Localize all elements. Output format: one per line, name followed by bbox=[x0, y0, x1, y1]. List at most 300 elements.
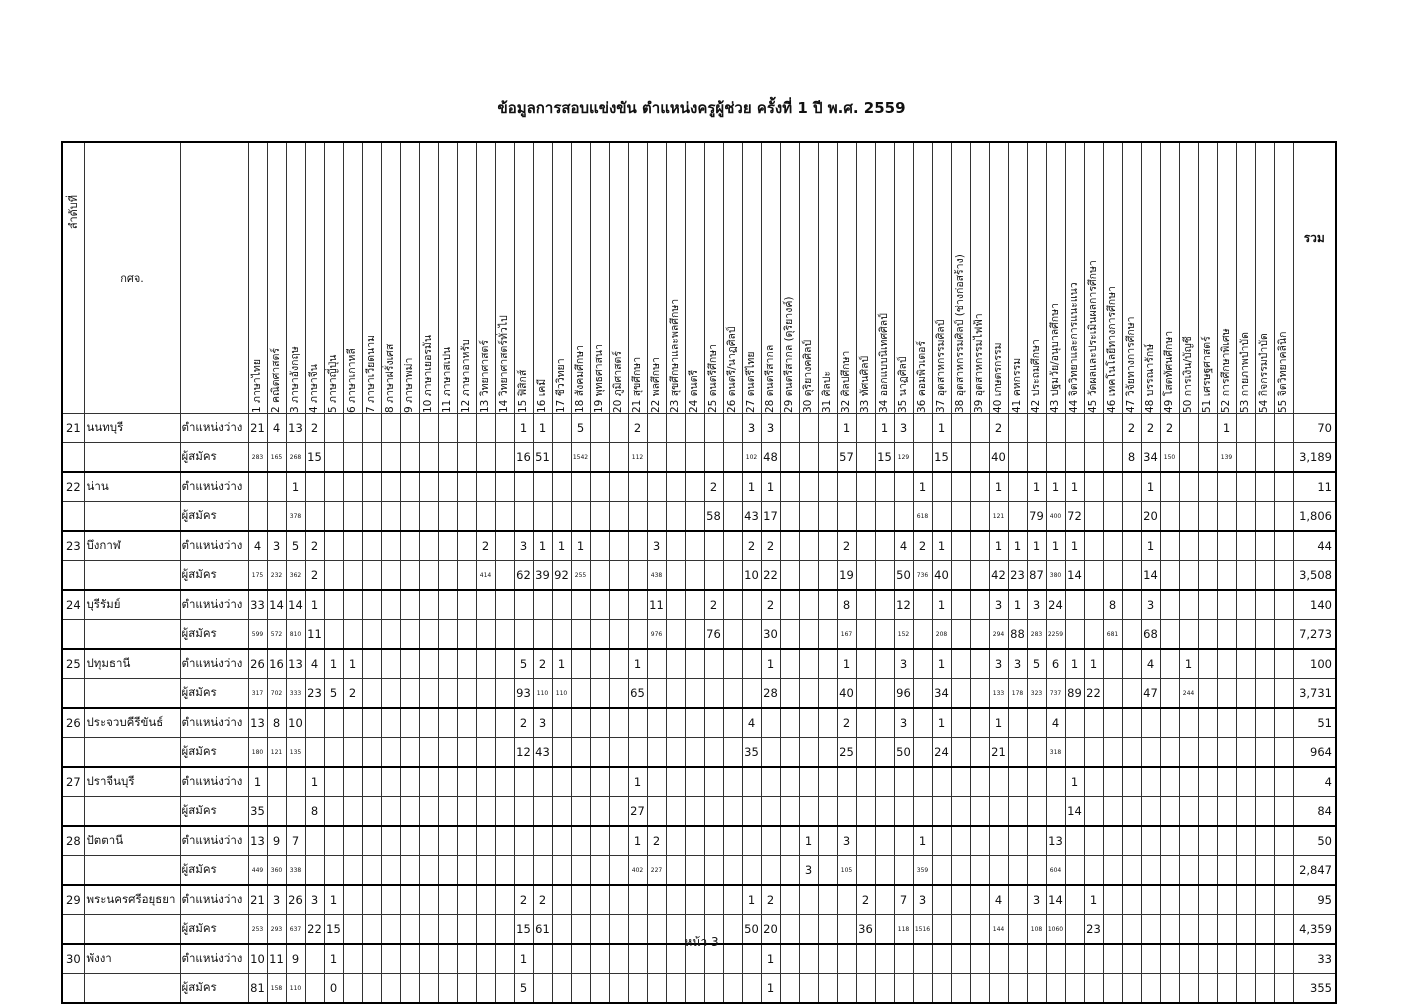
cell-subject-32 bbox=[837, 502, 856, 532]
cell-subject-54 bbox=[1255, 826, 1274, 856]
cell-subject-29 bbox=[780, 620, 799, 650]
cell-subject-28: 1 bbox=[761, 944, 780, 974]
cell-subject-25 bbox=[704, 443, 723, 473]
cell-subject-16: 1 bbox=[533, 414, 552, 443]
cell-subject-20 bbox=[609, 502, 628, 532]
cell-subject-35: 50 bbox=[894, 738, 913, 768]
cell-subject-6 bbox=[343, 472, 362, 502]
cell-subject-45: 1 bbox=[1084, 885, 1103, 915]
row-total: 100 bbox=[1293, 649, 1336, 679]
cell-subject-55 bbox=[1274, 590, 1293, 620]
table-row bbox=[62, 826, 1336, 856]
cell-subject-31 bbox=[818, 767, 837, 797]
cell-subject-42: 3 bbox=[1027, 590, 1046, 620]
cell-subject-4: 2 bbox=[305, 414, 324, 443]
row-kind: ตำแหน่งว่าง bbox=[180, 826, 248, 856]
cell-subject-23 bbox=[666, 414, 685, 443]
cell-subject-50 bbox=[1179, 414, 1198, 443]
cell-subject-12 bbox=[457, 797, 476, 827]
cell-subject-21 bbox=[628, 561, 647, 591]
cell-subject-26 bbox=[723, 738, 742, 768]
cell-subject-36 bbox=[913, 974, 932, 1004]
cell-subject-7 bbox=[362, 414, 381, 443]
cell-subject-11 bbox=[438, 443, 457, 473]
cell-subject-40 bbox=[989, 856, 1008, 886]
cell-subject-2: 293 bbox=[267, 915, 286, 945]
row-total: 50 bbox=[1293, 826, 1336, 856]
cell-subject-29 bbox=[780, 797, 799, 827]
cell-subject-6 bbox=[343, 414, 362, 443]
row-total: 7,273 bbox=[1293, 620, 1336, 650]
cell-subject-49 bbox=[1160, 856, 1179, 886]
cell-subject-42: 1 bbox=[1027, 472, 1046, 502]
cell-subject-50 bbox=[1179, 502, 1198, 532]
cell-subject-1: 26 bbox=[248, 649, 267, 679]
cell-subject-22 bbox=[647, 708, 666, 738]
cell-subject-21: 2 bbox=[628, 414, 647, 443]
cell-subject-26 bbox=[723, 443, 742, 473]
cell-subject-28: 22 bbox=[761, 561, 780, 591]
row-number: 21 bbox=[62, 414, 84, 443]
header-subject-8: 8 ภาษาฝรั่งเศส bbox=[381, 142, 400, 414]
cell-subject-35 bbox=[894, 472, 913, 502]
cell-subject-23 bbox=[666, 590, 685, 620]
cell-subject-8 bbox=[381, 443, 400, 473]
cell-subject-35: 3 bbox=[894, 649, 913, 679]
cell-subject-3: 26 bbox=[286, 885, 305, 915]
cell-subject-10 bbox=[419, 738, 438, 768]
cell-subject-35: 129 bbox=[894, 443, 913, 473]
cell-subject-35: 4 bbox=[894, 531, 913, 561]
cell-subject-26 bbox=[723, 561, 742, 591]
cell-subject-38 bbox=[951, 590, 970, 620]
cell-subject-41 bbox=[1008, 472, 1027, 502]
cell-subject-20 bbox=[609, 738, 628, 768]
cell-subject-39 bbox=[970, 472, 989, 502]
header-subject-15: 15 ฟิสิกส์ bbox=[514, 142, 533, 414]
cell-subject-37 bbox=[932, 885, 951, 915]
header-subject-6: 6 ภาษาเกาหลี bbox=[343, 142, 362, 414]
cell-subject-8 bbox=[381, 679, 400, 709]
cell-subject-25 bbox=[704, 856, 723, 886]
cell-subject-21 bbox=[628, 502, 647, 532]
cell-subject-12 bbox=[457, 885, 476, 915]
cell-subject-46 bbox=[1103, 885, 1122, 915]
cell-subject-44 bbox=[1065, 974, 1084, 1004]
cell-subject-44: 1 bbox=[1065, 767, 1084, 797]
row-kind: ผู้สมัคร bbox=[180, 443, 248, 473]
cell-subject-43: 318 bbox=[1046, 738, 1065, 768]
cell-subject-26 bbox=[723, 708, 742, 738]
cell-subject-9 bbox=[400, 414, 419, 443]
cell-subject-25 bbox=[704, 974, 723, 1004]
header-subject-2: 2 คณิตศาสตร์ bbox=[267, 142, 286, 414]
cell-subject-9 bbox=[400, 767, 419, 797]
cell-subject-1: 35 bbox=[248, 797, 267, 827]
cell-subject-5 bbox=[324, 590, 343, 620]
cell-subject-25 bbox=[704, 649, 723, 679]
header-subject-40: 40 เกษตรกรรม bbox=[989, 142, 1008, 414]
cell-subject-44 bbox=[1065, 590, 1084, 620]
cell-subject-48: 14 bbox=[1141, 561, 1160, 591]
table-row bbox=[62, 531, 1336, 561]
cell-subject-37: 34 bbox=[932, 679, 951, 709]
cell-subject-31 bbox=[818, 738, 837, 768]
cell-subject-53 bbox=[1236, 885, 1255, 915]
cell-subject-30 bbox=[799, 885, 818, 915]
table-row bbox=[62, 738, 1336, 768]
cell-subject-33 bbox=[856, 414, 875, 443]
cell-subject-27 bbox=[742, 826, 761, 856]
cell-subject-34 bbox=[875, 472, 894, 502]
cell-subject-42 bbox=[1027, 767, 1046, 797]
cell-subject-34 bbox=[875, 767, 894, 797]
cell-subject-7 bbox=[362, 590, 381, 620]
cell-subject-11 bbox=[438, 767, 457, 797]
cell-subject-36 bbox=[913, 590, 932, 620]
cell-subject-35 bbox=[894, 767, 913, 797]
header-subject-53: 53 กายภาพบำบัด bbox=[1236, 142, 1255, 414]
cell-subject-40: 1 bbox=[989, 708, 1008, 738]
cell-subject-35 bbox=[894, 502, 913, 532]
cell-subject-30 bbox=[799, 502, 818, 532]
cell-subject-32 bbox=[837, 767, 856, 797]
cell-subject-6 bbox=[343, 502, 362, 532]
cell-subject-43 bbox=[1046, 414, 1065, 443]
cell-subject-47 bbox=[1122, 561, 1141, 591]
cell-subject-24 bbox=[685, 531, 704, 561]
cell-subject-47: 2 bbox=[1122, 414, 1141, 443]
cell-subject-43: 6 bbox=[1046, 649, 1065, 679]
cell-subject-22 bbox=[647, 679, 666, 709]
cell-subject-17 bbox=[552, 472, 571, 502]
cell-subject-11 bbox=[438, 826, 457, 856]
cell-subject-8 bbox=[381, 738, 400, 768]
cell-subject-39 bbox=[970, 502, 989, 532]
cell-subject-48 bbox=[1141, 974, 1160, 1004]
office-name bbox=[84, 679, 180, 709]
header-subject-28: 28 ดนตรีสากล bbox=[761, 142, 780, 414]
cell-subject-10 bbox=[419, 531, 438, 561]
row-number: 22 bbox=[62, 472, 84, 502]
cell-subject-11 bbox=[438, 738, 457, 768]
cell-subject-20 bbox=[609, 797, 628, 827]
cell-subject-31 bbox=[818, 590, 837, 620]
cell-subject-28 bbox=[761, 856, 780, 886]
cell-subject-23 bbox=[666, 649, 685, 679]
cell-subject-23 bbox=[666, 502, 685, 532]
cell-subject-25 bbox=[704, 531, 723, 561]
cell-subject-46 bbox=[1103, 974, 1122, 1004]
cell-subject-48: 1 bbox=[1141, 472, 1160, 502]
cell-subject-35: 118 bbox=[894, 915, 913, 945]
cell-subject-39 bbox=[970, 974, 989, 1004]
cell-subject-36: 1 bbox=[913, 826, 932, 856]
cell-subject-14 bbox=[495, 531, 514, 561]
cell-subject-7 bbox=[362, 885, 381, 915]
cell-subject-33 bbox=[856, 531, 875, 561]
header-subject-32: 32 ศิลปศึกษา bbox=[837, 142, 856, 414]
cell-subject-39 bbox=[970, 590, 989, 620]
cell-subject-45 bbox=[1084, 767, 1103, 797]
cell-subject-35 bbox=[894, 797, 913, 827]
cell-subject-46 bbox=[1103, 472, 1122, 502]
cell-subject-34: 1 bbox=[875, 414, 894, 443]
cell-subject-12 bbox=[457, 649, 476, 679]
cell-subject-35 bbox=[894, 856, 913, 886]
cell-subject-10 bbox=[419, 797, 438, 827]
cell-subject-19 bbox=[590, 738, 609, 768]
cell-subject-23 bbox=[666, 561, 685, 591]
row-total: 11 bbox=[1293, 472, 1336, 502]
cell-subject-43 bbox=[1046, 797, 1065, 827]
office-name: พังงา bbox=[84, 944, 180, 974]
header-subject-47: 47 วิจัยทางการศึกษา bbox=[1122, 142, 1141, 414]
cell-subject-14 bbox=[495, 974, 514, 1004]
cell-subject-7 bbox=[362, 443, 381, 473]
cell-subject-52 bbox=[1217, 826, 1236, 856]
cell-subject-36: 1 bbox=[913, 472, 932, 502]
cell-subject-38 bbox=[951, 856, 970, 886]
cell-subject-10 bbox=[419, 414, 438, 443]
cell-subject-29 bbox=[780, 856, 799, 886]
cell-subject-37: 24 bbox=[932, 738, 951, 768]
cell-subject-48: 47 bbox=[1141, 679, 1160, 709]
cell-subject-52 bbox=[1217, 502, 1236, 532]
cell-subject-43 bbox=[1046, 767, 1065, 797]
row-kind: ตำแหน่งว่าง bbox=[180, 944, 248, 974]
cell-subject-53 bbox=[1236, 679, 1255, 709]
cell-subject-14 bbox=[495, 767, 514, 797]
cell-subject-37 bbox=[932, 502, 951, 532]
cell-subject-53 bbox=[1236, 738, 1255, 768]
row-kind: ตำแหน่งว่าง bbox=[180, 531, 248, 561]
header-subject-9: 9 ภาษาพม่า bbox=[400, 142, 419, 414]
cell-subject-48 bbox=[1141, 708, 1160, 738]
cell-subject-44 bbox=[1065, 826, 1084, 856]
cell-subject-29 bbox=[780, 561, 799, 591]
cell-subject-34 bbox=[875, 502, 894, 532]
cell-subject-50 bbox=[1179, 590, 1198, 620]
cell-subject-52 bbox=[1217, 738, 1236, 768]
cell-subject-24 bbox=[685, 856, 704, 886]
cell-subject-8 bbox=[381, 856, 400, 886]
cell-subject-1: 33 bbox=[248, 590, 267, 620]
cell-subject-26 bbox=[723, 797, 742, 827]
cell-subject-4: 22 bbox=[305, 915, 324, 945]
cell-subject-39 bbox=[970, 414, 989, 443]
cell-subject-4 bbox=[305, 856, 324, 886]
cell-subject-14 bbox=[495, 443, 514, 473]
cell-subject-5 bbox=[324, 797, 343, 827]
cell-subject-21 bbox=[628, 590, 647, 620]
page-number: หน้า 3 bbox=[684, 935, 719, 949]
table-row bbox=[62, 767, 1336, 797]
cell-subject-6 bbox=[343, 590, 362, 620]
cell-subject-22 bbox=[647, 443, 666, 473]
cell-subject-1: 1 bbox=[248, 767, 267, 797]
cell-subject-18: 255 bbox=[571, 561, 590, 591]
cell-subject-18 bbox=[571, 649, 590, 679]
cell-subject-13: 2 bbox=[476, 531, 495, 561]
cell-subject-29 bbox=[780, 885, 799, 915]
cell-subject-55 bbox=[1274, 767, 1293, 797]
header-subject-1: 1 ภาษาไทย bbox=[248, 142, 267, 414]
cell-subject-21: 1 bbox=[628, 649, 647, 679]
cell-subject-32 bbox=[837, 797, 856, 827]
cell-subject-21 bbox=[628, 531, 647, 561]
cell-subject-18 bbox=[571, 502, 590, 532]
cell-subject-15: 3 bbox=[514, 531, 533, 561]
cell-subject-12 bbox=[457, 590, 476, 620]
row-kind: ตำแหน่งว่าง bbox=[180, 590, 248, 620]
cell-subject-41: 3 bbox=[1008, 649, 1027, 679]
cell-subject-39 bbox=[970, 649, 989, 679]
cell-subject-32: 1 bbox=[837, 414, 856, 443]
cell-subject-34 bbox=[875, 649, 894, 679]
row-number bbox=[62, 502, 84, 532]
cell-subject-52 bbox=[1217, 708, 1236, 738]
cell-subject-28: 2 bbox=[761, 531, 780, 561]
cell-subject-40: 3 bbox=[989, 649, 1008, 679]
header-subject-23: 23 สุขศึกษาและพลศึกษา bbox=[666, 142, 685, 414]
cell-subject-15 bbox=[514, 826, 533, 856]
cell-subject-51 bbox=[1198, 679, 1217, 709]
cell-subject-17 bbox=[552, 797, 571, 827]
cell-subject-13 bbox=[476, 443, 495, 473]
cell-subject-37 bbox=[932, 767, 951, 797]
cell-subject-49 bbox=[1160, 620, 1179, 650]
cell-subject-2: 4 bbox=[267, 414, 286, 443]
cell-subject-11 bbox=[438, 885, 457, 915]
cell-subject-8 bbox=[381, 620, 400, 650]
cell-subject-11 bbox=[438, 590, 457, 620]
cell-subject-15 bbox=[514, 472, 533, 502]
table-row bbox=[62, 797, 1336, 827]
cell-subject-50 bbox=[1179, 738, 1198, 768]
cell-subject-49 bbox=[1160, 885, 1179, 915]
cell-subject-24 bbox=[685, 738, 704, 768]
office-name: ปทุมธานี bbox=[84, 649, 180, 679]
cell-subject-51 bbox=[1198, 472, 1217, 502]
cell-subject-51 bbox=[1198, 414, 1217, 443]
office-name: พระนครศรีอยุธยา bbox=[84, 885, 180, 915]
header-subject-14: 14 วิทยาศาสตร์ทั่วไป bbox=[495, 142, 514, 414]
cell-subject-38 bbox=[951, 826, 970, 856]
cell-subject-38 bbox=[951, 708, 970, 738]
cell-subject-46 bbox=[1103, 826, 1122, 856]
cell-subject-3: 10 bbox=[286, 708, 305, 738]
cell-subject-40: 42 bbox=[989, 561, 1008, 591]
cell-subject-49 bbox=[1160, 797, 1179, 827]
cell-subject-31 bbox=[818, 856, 837, 886]
cell-subject-45 bbox=[1084, 974, 1103, 1004]
cell-subject-19 bbox=[590, 974, 609, 1004]
cell-subject-44 bbox=[1065, 738, 1084, 768]
cell-subject-18 bbox=[571, 974, 590, 1004]
cell-subject-15 bbox=[514, 856, 533, 886]
cell-subject-45: 1 bbox=[1084, 649, 1103, 679]
cell-subject-5 bbox=[324, 531, 343, 561]
cell-subject-17 bbox=[552, 443, 571, 473]
cell-subject-33 bbox=[856, 708, 875, 738]
cell-subject-50 bbox=[1179, 708, 1198, 738]
cell-subject-16: 39 bbox=[533, 561, 552, 591]
cell-subject-32: 57 bbox=[837, 443, 856, 473]
cell-subject-20 bbox=[609, 679, 628, 709]
cell-subject-49 bbox=[1160, 561, 1179, 591]
cell-subject-7 bbox=[362, 826, 381, 856]
cell-subject-10 bbox=[419, 443, 438, 473]
table-row bbox=[62, 443, 1336, 473]
cell-subject-48: 1 bbox=[1141, 531, 1160, 561]
row-total: 84 bbox=[1293, 797, 1336, 827]
cell-subject-3: 9 bbox=[286, 944, 305, 974]
cell-subject-28 bbox=[761, 826, 780, 856]
cell-subject-29 bbox=[780, 472, 799, 502]
cell-subject-48 bbox=[1141, 885, 1160, 915]
cell-subject-27: 35 bbox=[742, 738, 761, 768]
cell-subject-4 bbox=[305, 738, 324, 768]
header-subject-34: 34 ออกแบบนิเทศศิลป์ bbox=[875, 142, 894, 414]
cell-subject-15 bbox=[514, 590, 533, 620]
cell-subject-42 bbox=[1027, 708, 1046, 738]
cell-subject-22: 2 bbox=[647, 826, 666, 856]
cell-subject-53 bbox=[1236, 649, 1255, 679]
table-row bbox=[62, 414, 1336, 443]
row-number bbox=[62, 443, 84, 473]
cell-subject-42: 323 bbox=[1027, 679, 1046, 709]
cell-subject-44 bbox=[1065, 708, 1084, 738]
office-name bbox=[84, 797, 180, 827]
cell-subject-6 bbox=[343, 885, 362, 915]
cell-subject-31 bbox=[818, 561, 837, 591]
cell-subject-12 bbox=[457, 472, 476, 502]
cell-subject-8 bbox=[381, 767, 400, 797]
cell-subject-52 bbox=[1217, 797, 1236, 827]
cell-subject-42: 1 bbox=[1027, 531, 1046, 561]
header-subject-50: 50 การเงิน/บัญชี bbox=[1179, 142, 1198, 414]
table-header-row bbox=[62, 142, 1336, 414]
cell-subject-4: 11 bbox=[305, 620, 324, 650]
cell-subject-6: 1 bbox=[343, 649, 362, 679]
cell-subject-11 bbox=[438, 649, 457, 679]
header-subject-41: 41 คหกรรม bbox=[1008, 142, 1027, 414]
row-total: 3,731 bbox=[1293, 679, 1336, 709]
cell-subject-36 bbox=[913, 797, 932, 827]
cell-subject-36 bbox=[913, 620, 932, 650]
cell-subject-38 bbox=[951, 797, 970, 827]
cell-subject-16: 3 bbox=[533, 708, 552, 738]
cell-subject-8 bbox=[381, 590, 400, 620]
cell-subject-41: 178 bbox=[1008, 679, 1027, 709]
cell-subject-13 bbox=[476, 826, 495, 856]
cell-subject-38 bbox=[951, 443, 970, 473]
cell-subject-4: 2 bbox=[305, 561, 324, 591]
cell-subject-44 bbox=[1065, 856, 1084, 886]
cell-subject-34 bbox=[875, 531, 894, 561]
cell-subject-19 bbox=[590, 561, 609, 591]
cell-subject-27: 2 bbox=[742, 531, 761, 561]
cell-subject-23 bbox=[666, 472, 685, 502]
cell-subject-14 bbox=[495, 738, 514, 768]
cell-subject-34 bbox=[875, 974, 894, 1004]
cell-subject-21: 402 bbox=[628, 856, 647, 886]
cell-subject-25: 2 bbox=[704, 472, 723, 502]
cell-subject-6: 2 bbox=[343, 679, 362, 709]
row-total: 70 bbox=[1293, 414, 1336, 443]
cell-subject-17 bbox=[552, 767, 571, 797]
